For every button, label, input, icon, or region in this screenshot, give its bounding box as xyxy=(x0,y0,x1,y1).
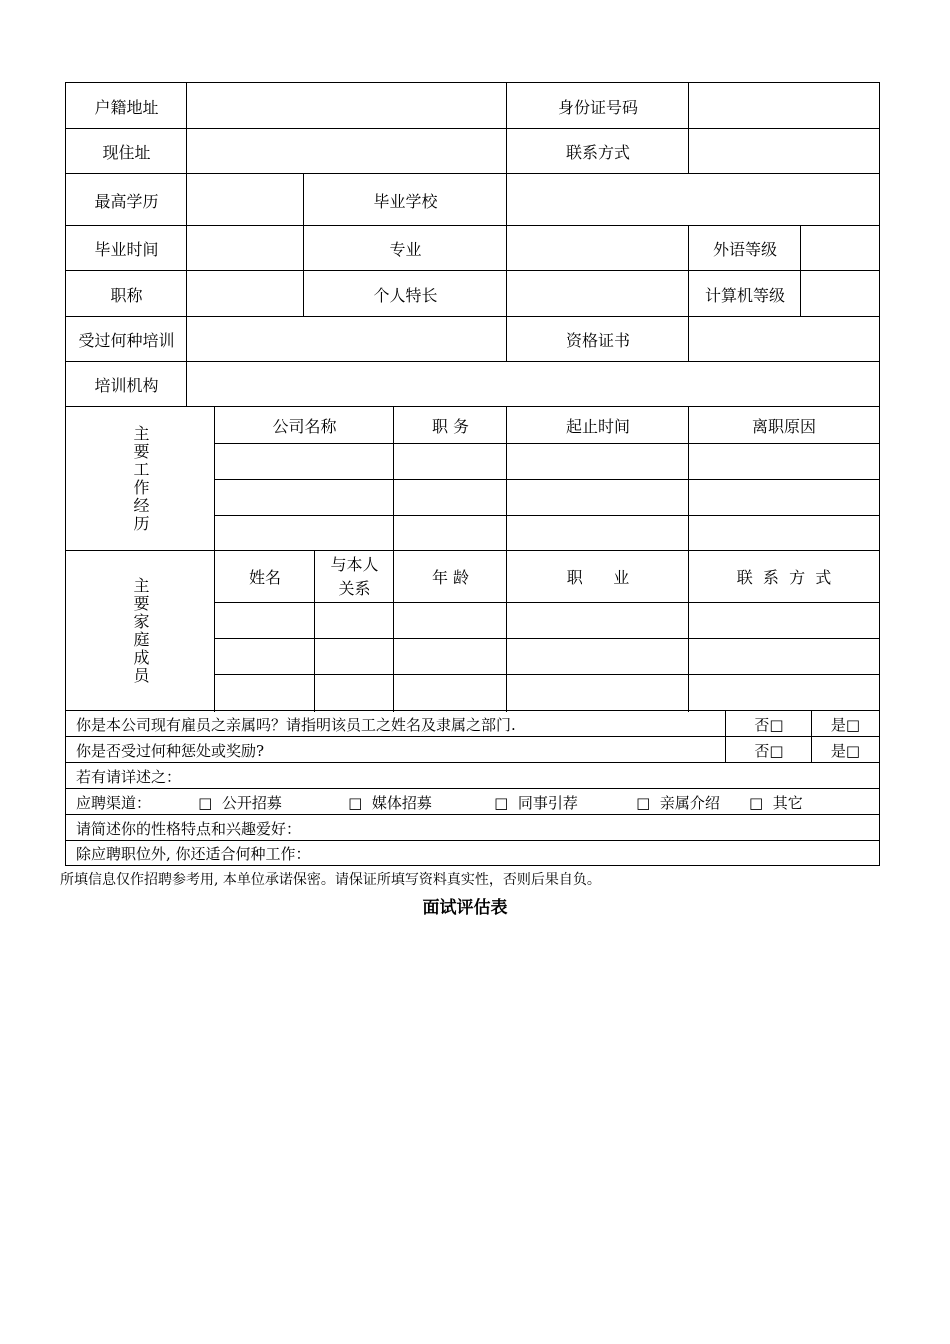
checkbox-icon: □ xyxy=(636,793,651,812)
channel-media-label: 媒体招募 xyxy=(371,793,432,812)
family-cell[interactable] xyxy=(506,675,689,712)
family-members-block xyxy=(65,550,880,711)
specialty-field[interactable] xyxy=(506,271,689,317)
channels-cell xyxy=(65,789,880,815)
row-channels xyxy=(65,788,880,815)
school-field[interactable] xyxy=(506,174,880,226)
title-label: 职称 xyxy=(65,271,187,317)
family-row xyxy=(214,674,880,712)
channel-relative[interactable] xyxy=(607,792,749,813)
work-cell[interactable] xyxy=(506,516,689,552)
foreign-language-label: 外语等级 xyxy=(688,226,801,271)
family-cell[interactable] xyxy=(688,675,880,712)
relative-no-checkbox[interactable]: 否□ xyxy=(725,711,812,737)
work-cell[interactable] xyxy=(393,516,507,552)
family-row xyxy=(214,602,880,639)
row-training xyxy=(65,316,880,362)
computer-level-label: 计算机等级 xyxy=(688,271,801,317)
contact-field[interactable] xyxy=(688,129,880,174)
work-cell[interactable] xyxy=(688,480,880,516)
work-experience-block xyxy=(65,406,880,551)
school-label: 毕业学校 xyxy=(303,174,507,226)
family-header-relation-line2: 关系 xyxy=(338,578,371,598)
household-address-field[interactable] xyxy=(186,83,507,129)
family-cell[interactable] xyxy=(214,639,315,675)
family-cell[interactable] xyxy=(314,639,394,675)
training-label: 受过何种培训 xyxy=(65,317,187,362)
checkbox-icon: □ xyxy=(749,793,764,812)
certificate-label: 资格证书 xyxy=(506,317,689,362)
training-org-field[interactable] xyxy=(186,362,880,407)
channel-public-label: 公开招募 xyxy=(221,793,282,812)
family-header-name: 姓名 xyxy=(214,551,315,602)
specialty-label: 个人特长 xyxy=(303,271,507,317)
family-members-label-text: 主要家庭成员 xyxy=(131,577,150,685)
family-cell[interactable] xyxy=(506,639,689,675)
family-cell[interactable] xyxy=(688,639,880,675)
checkbox-icon: □ xyxy=(198,793,213,812)
id-number-label: 身份证号码 xyxy=(506,83,689,129)
work-cell[interactable] xyxy=(214,444,394,480)
foreign-language-field[interactable] xyxy=(800,226,880,271)
family-cell[interactable] xyxy=(314,603,394,639)
work-header-period: 起止时间 xyxy=(506,407,689,443)
current-address-label: 现住址 xyxy=(65,129,187,174)
id-number-field[interactable] xyxy=(688,83,880,129)
work-header-position: 职 务 xyxy=(393,407,507,443)
work-cell[interactable] xyxy=(214,480,394,516)
work-header-reason: 离职原因 xyxy=(688,407,880,443)
family-cell[interactable] xyxy=(214,675,315,712)
family-row xyxy=(214,638,880,675)
family-header-relation xyxy=(314,551,394,602)
row-other-jobs xyxy=(65,840,880,866)
major-field[interactable] xyxy=(506,226,689,271)
row-personality xyxy=(65,814,880,841)
computer-level-field[interactable] xyxy=(800,271,880,317)
grad-time-field[interactable] xyxy=(186,226,304,271)
current-address-field[interactable] xyxy=(186,129,507,174)
title-field[interactable] xyxy=(186,271,304,317)
family-header-age: 年 龄 xyxy=(393,551,507,602)
family-cell[interactable] xyxy=(393,639,507,675)
certificate-field[interactable] xyxy=(688,317,880,362)
work-row xyxy=(214,443,880,480)
education-field[interactable] xyxy=(186,174,304,226)
personality-field[interactable]: 请简述你的性格特点和兴趣爱好： xyxy=(65,815,880,841)
work-row xyxy=(214,515,880,552)
family-cell[interactable] xyxy=(688,603,880,639)
row-relative-question xyxy=(65,710,880,737)
education-label: 最高学历 xyxy=(65,174,187,226)
relative-question: 你是本公司现有雇员之亲属吗？请指明该员工之姓名及隶属之部门. xyxy=(65,711,726,737)
award-question: 你是否受过何种惩处或奖励? xyxy=(65,737,726,763)
training-org-label: 培训机构 xyxy=(65,362,187,407)
other-jobs-field[interactable]: 除应聘职位外, 你还适合何种工作： xyxy=(65,841,880,865)
work-cell[interactable] xyxy=(393,444,507,480)
household-address-label: 户籍地址 xyxy=(65,83,187,129)
row-graduation xyxy=(65,225,880,271)
family-members-label xyxy=(65,551,215,711)
channel-other-label: 其它 xyxy=(772,793,803,812)
channel-media[interactable] xyxy=(315,792,465,813)
family-header-contact: 联 系 方 式 xyxy=(688,551,880,602)
work-cell[interactable] xyxy=(688,444,880,480)
row-training-org xyxy=(65,361,880,407)
work-header-row xyxy=(214,407,880,443)
privacy-note: 所填信息仅作招聘参考用, 本单位承诺保密。请保证所填写资料真实性，否则后果自负。 xyxy=(60,872,601,888)
row-details xyxy=(65,762,880,789)
work-cell[interactable] xyxy=(393,480,507,516)
family-cell[interactable] xyxy=(506,603,689,639)
work-header-company: 公司名称 xyxy=(214,407,394,443)
row-current-address xyxy=(65,128,880,174)
row-education xyxy=(65,173,880,226)
channel-relative-label: 亲属介绍 xyxy=(659,793,720,812)
award-no-checkbox[interactable]: 否□ xyxy=(725,737,812,763)
relative-yes-checkbox[interactable]: 是□ xyxy=(811,711,880,737)
channel-label: 应聘渠道： xyxy=(76,793,152,812)
channel-colleague[interactable] xyxy=(465,792,607,813)
row-title xyxy=(65,270,880,317)
channel-other[interactable] xyxy=(749,792,803,813)
interview-evaluation-title: 面试评估表 xyxy=(422,898,508,918)
row-household xyxy=(65,82,880,129)
training-field[interactable] xyxy=(186,317,507,362)
work-cell[interactable] xyxy=(506,480,689,516)
family-cell[interactable] xyxy=(393,675,507,712)
contact-label: 联系方式 xyxy=(506,129,689,174)
family-header-occupation: 职 业 xyxy=(506,551,689,602)
award-yes-checkbox[interactable]: 是□ xyxy=(811,737,880,763)
family-header-row xyxy=(214,551,880,602)
family-cell[interactable] xyxy=(314,675,394,712)
work-cell[interactable] xyxy=(688,516,880,552)
work-cell[interactable] xyxy=(506,444,689,480)
work-experience-label-text: 主要工作经历 xyxy=(131,425,150,533)
grad-time-label: 毕业时间 xyxy=(65,226,187,271)
channel-colleague-label: 同事引荐 xyxy=(517,793,578,812)
checkbox-icon: □ xyxy=(348,793,363,812)
row-award-question xyxy=(65,736,880,763)
family-cell[interactable] xyxy=(214,603,315,639)
work-cell[interactable] xyxy=(214,516,394,552)
family-cell[interactable] xyxy=(393,603,507,639)
checkbox-icon: □ xyxy=(494,793,509,812)
family-header-relation-line1: 与本人 xyxy=(330,554,379,574)
major-label: 专业 xyxy=(303,226,507,271)
work-row xyxy=(214,479,880,516)
work-experience-label xyxy=(65,407,215,551)
channel-public[interactable] xyxy=(165,792,315,813)
details-field[interactable]: 若有请详述之： xyxy=(65,763,880,789)
